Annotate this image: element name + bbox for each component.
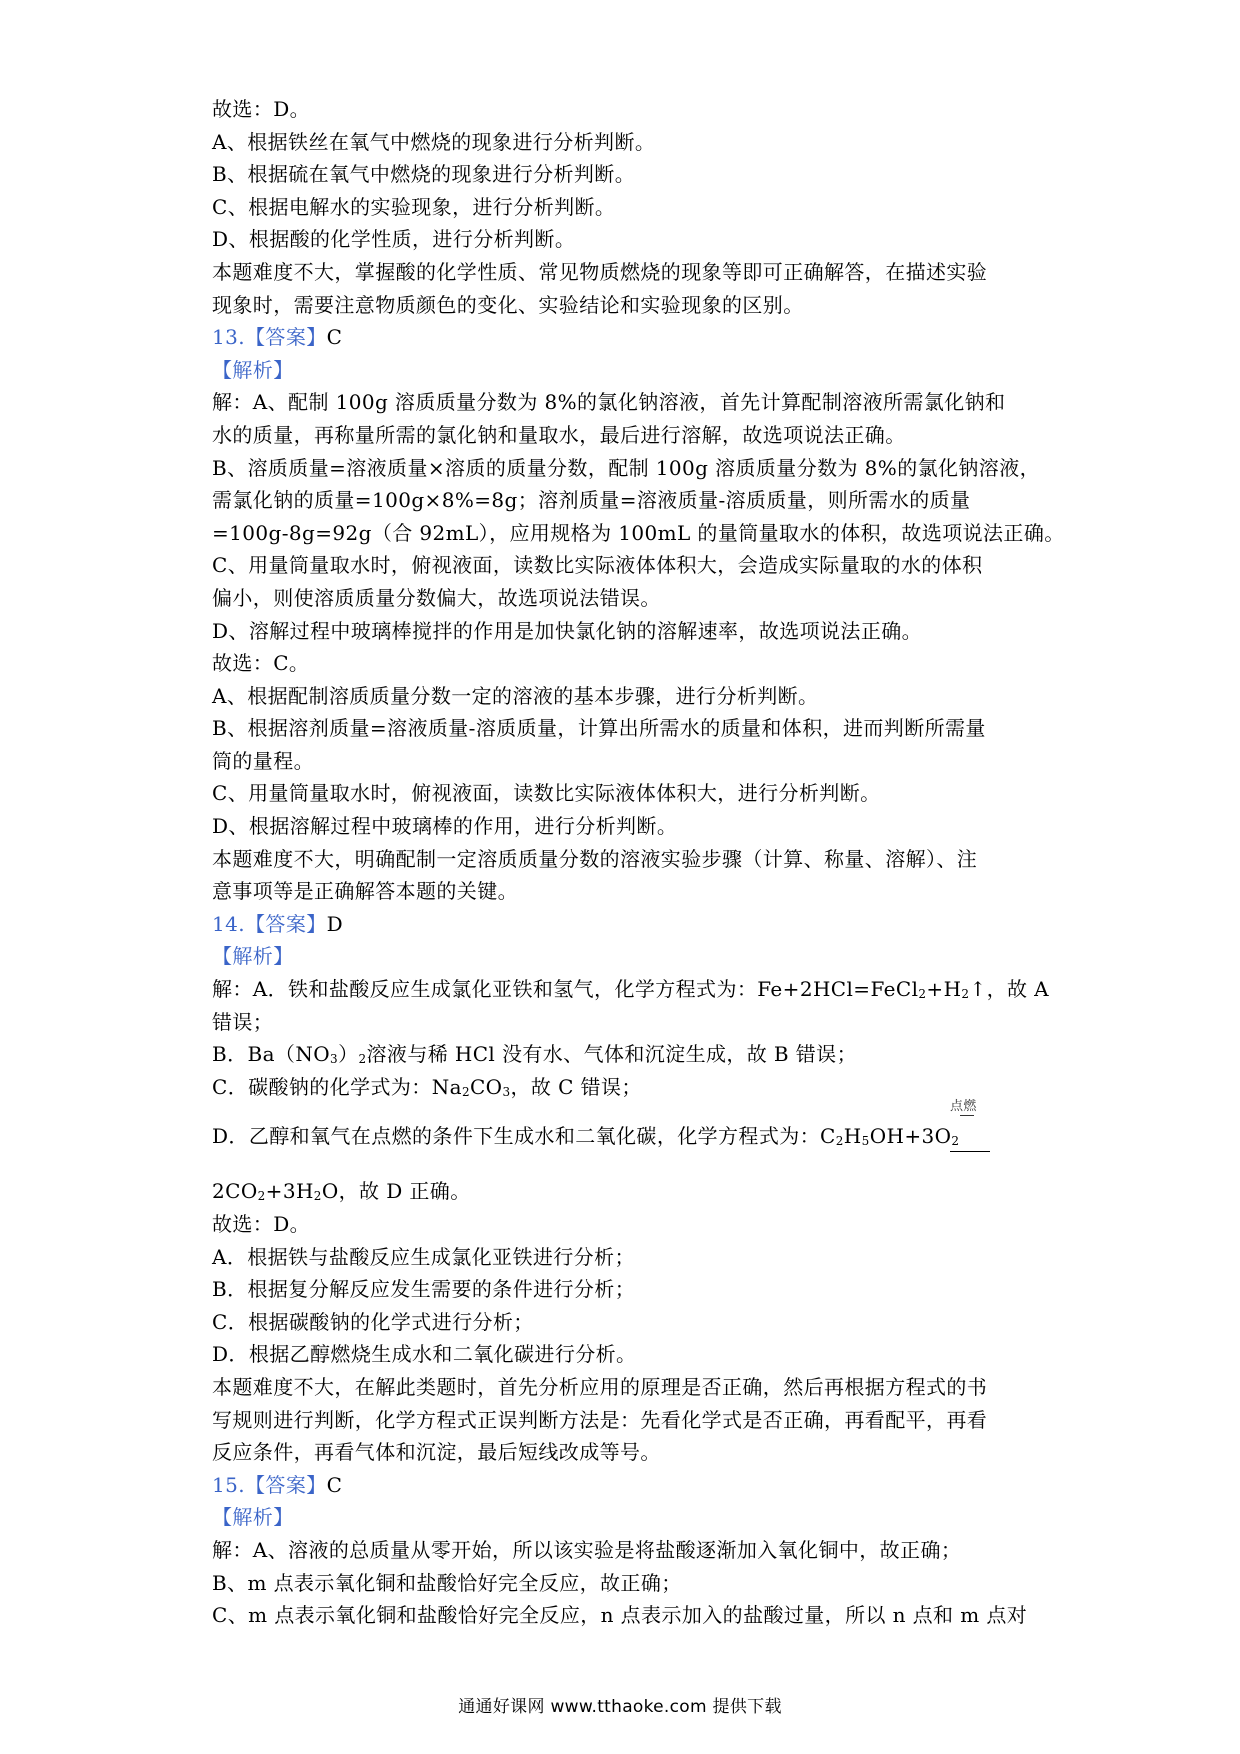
document-body <box>212 93 1065 1632</box>
answer-line-15 <box>212 1469 1042 1502</box>
text-line: D、溶解过程中玻璃棒搅拌的作用是加快氯化钠的溶解速率，故选项说法正确。 <box>212 618 923 643</box>
equation-line: B．$Ba(NO_3)_2$溶液与稀 HCl 没有水、气体和沉淀生成，故 B 错误； <box>212 1042 857 1067</box>
question-number: 15. <box>212 1472 246 1497</box>
answer-value: C <box>326 1472 343 1497</box>
condition-dash <box>960 1115 974 1116</box>
text-line: A、根据铁丝在氧气中燃烧的现象进行分析判断。 <box>212 129 656 154</box>
text-line: 偏小，则使溶质质量分数偏大，故选项说法错误。 <box>212 585 661 610</box>
text-line: 故选：C。 <box>212 651 310 676</box>
text-line: 本题难度不大，掌握酸的化学性质、常见物质燃烧的现象等即可正确解答，在描述实验 <box>212 259 988 284</box>
question-number: 13. <box>212 325 246 350</box>
text-line: 筒的量程。 <box>212 748 314 773</box>
text-line: D、根据酸的化学性质，进行分析判断。 <box>212 227 576 252</box>
text-line: C．根据碳酸钠的化学式进行分析； <box>212 1309 534 1334</box>
analysis-tag: 【解析】 <box>212 357 294 382</box>
answer-value: C <box>326 325 343 350</box>
text-line: B．根据复分解反应发生需要的条件进行分析； <box>212 1277 636 1302</box>
text-line: 需氯化钠的质量=100g×8%=8g；溶剂质量=溶液质量-溶质质量，则所需水的质量 <box>212 488 971 513</box>
reaction-arrow-bar <box>950 1151 990 1152</box>
answer-line-13 <box>212 321 1042 354</box>
text-line: 写规则进行判断，化学方程式正误判断方法是：先看化学式是否正确，再看配平，再看 <box>212 1407 988 1432</box>
text-line: A．根据铁与盐酸反应生成氯化亚铁进行分析； <box>212 1244 635 1269</box>
equation-line: $2CO_2+3H_2O$，故 D 正确。 <box>212 1179 471 1204</box>
text-line: 水的质量，再称量所需的氯化钠和量取水，最后进行溶解，故选项说法正确。 <box>212 422 906 447</box>
text-line: =100g-8g=92g（合 92mL），应用规格为 100mL 的量筒量取水的体积，故选项说法正确。 <box>212 520 1065 545</box>
equation-line: C．碳酸钠的化学式为：$Na_2CO_3$，故 C 错误； <box>212 1074 642 1099</box>
text-line: 本题难度不大，明确配制一定溶质质量分数的溶液实验步骤（计算、称量、溶解）、注 <box>212 846 978 871</box>
text-line: B、根据硫在氧气中燃烧的现象进行分析判断。 <box>212 162 636 187</box>
equation-line: 解：A．铁和盐酸反应生成氯化亚铁和氢气，化学方程式为：$Fe+2HCl=FeCl_2+H_2↑$，故 A <box>212 977 1050 1002</box>
equation-line: D．乙醇和氧气在点燃的条件下生成水和二氧化碳，化学方程式为：$C_2H_5OH+3O_2$ 点燃 <box>212 1103 1042 1155</box>
answer-tag: 【答案】 <box>245 911 327 936</box>
text-line: C、根据电解水的实验现象，进行分析判断。 <box>212 194 616 219</box>
answer-tag: 【答案】 <box>245 1472 327 1497</box>
text-line: 解：A、配制 100g 溶质质量分数为 8%的氯化钠溶液，首先计算配制溶液所需氯化钠和 <box>212 390 1006 415</box>
analysis-tag: 【解析】 <box>212 1505 294 1530</box>
text-line: 故选：D。 <box>212 97 311 121</box>
text-line: A、根据配制溶质质量分数一定的溶液的基本步骤，进行分析判断。 <box>212 683 819 708</box>
text-line: 故选：D。 <box>212 1212 311 1236</box>
reaction-condition: 点燃 <box>950 1099 977 1115</box>
answer-tag: 【答案】 <box>245 325 327 350</box>
text-line: D、根据溶解过程中玻璃棒的作用，进行分析判断。 <box>212 814 678 839</box>
text-line: B、根据溶剂质量=溶液质量-溶质质量，计算出所需水的质量和体积，进而判断所需量 <box>212 716 986 741</box>
text-line: 意事项等是正确解答本题的关键。 <box>212 879 518 904</box>
text-line: 错误； <box>212 1009 274 1034</box>
text-line: C、m 点表示氧化铜和盐酸恰好完全反应，n 点表示加入的盐酸过量，所以 n 点和 m 点对 <box>212 1603 1028 1628</box>
answer-line-14 <box>212 908 1042 941</box>
analysis-tag: 【解析】 <box>212 944 294 969</box>
text-line: B、溶质质量=溶液质量×溶质的质量分数，配制 100g 溶质质量分数为 8%的氯化钠溶液， <box>212 455 1040 480</box>
question-number: 14. <box>212 911 246 936</box>
text-line: C、用量筒量取水时，俯视液面，读数比实际液体体积大，进行分析判断。 <box>212 781 881 806</box>
text-line: C、用量筒量取水时，俯视液面，读数比实际液体体积大，会造成实际量取的水的体积 <box>212 553 983 578</box>
text-line: 现象时，需要注意物质颜色的变化、实验结论和实验现象的区别。 <box>212 292 804 317</box>
spacer <box>212 1155 1042 1175</box>
text-line: 反应条件，再看气体和沉淀，最后短线改成等号。 <box>212 1440 661 1465</box>
page-footer: 通通好课网 www.tthaoke.com 提供下载 <box>458 1697 782 1717</box>
text-line: 本题难度不大，在解此类题时，首先分析应用的原理是否正确，然后再根据方程式的书 <box>212 1374 988 1399</box>
text-line: B、m 点表示氧化铜和盐酸恰好完全反应，故正确； <box>212 1570 682 1595</box>
answer-value: D <box>326 911 344 936</box>
text-line: 解：A、溶液的总质量从零开始，所以该实验是将盐酸逐渐加入氧化铜中，故正确； <box>212 1537 962 1562</box>
text-line: D．根据乙醇燃烧生成水和二氧化碳进行分析。 <box>212 1342 637 1367</box>
